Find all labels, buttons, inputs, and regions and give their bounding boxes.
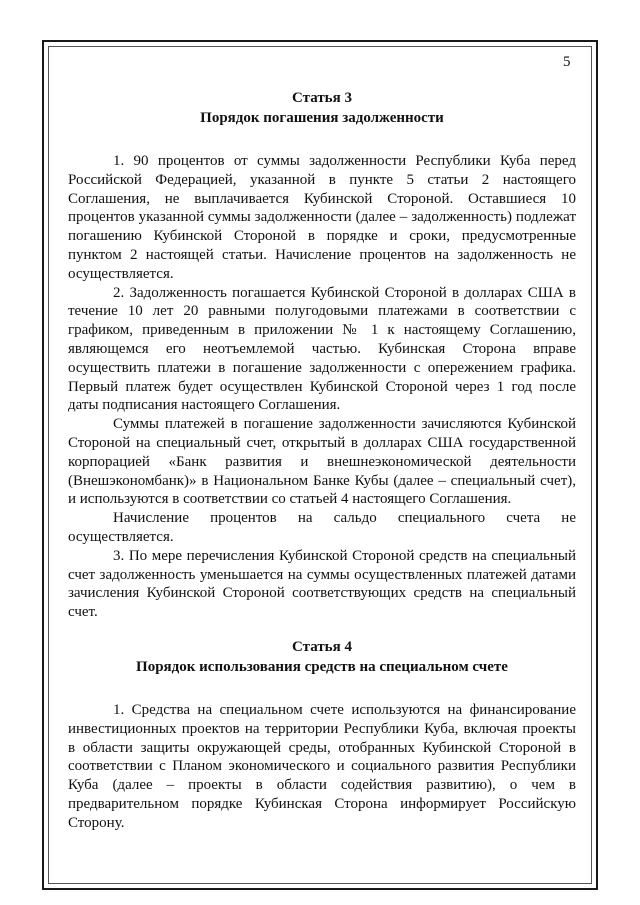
article-3-title: Статья 3 bbox=[292, 90, 352, 106]
article-3-paragraph-1: 1. 90 процентов от суммы задолженности Республики Куба перед Российской Федерацией, указанной в пункте 5 статьи 2 настоящего Соглашения, не выплачивается Кубинской Стороной. Оставшиеся 10 процентов указанной суммы задолженности (далее – задолженность) подлежат погашению Кубинской Стороной в порядке и сроки, предусмотренные пунктом 2 настоящей статьи. Начисление процентов на задолженность не осуществляется. bbox=[68, 153, 576, 282]
article-4 bbox=[68, 637, 576, 833]
article-3-paragraph-3: Суммы платежей в погашение задолженности зачисляются Кубинской Стороной на специальный счет, открытый в долларах США государственной корпорацией «Банк развития и внешнеэкономической деятельности (Внешэкономбанк)» в Национальном Банке Кубы (далее – специальный счет), и используются в соответствии со статьей 4 настоящего Соглашения. bbox=[68, 416, 576, 508]
article-3-paragraph-5: 3. По мере перечисления Кубинской Стороной средств на специальный счет задолженность уменьшается на суммы осуществленных платежей датами зачисления Кубинской Стороной соответствующих средств на специальный счет. bbox=[68, 547, 576, 621]
page-number: 5 bbox=[563, 54, 571, 70]
article-4-heading: Порядок использования средств на специальном счете bbox=[136, 659, 508, 675]
article-4-body bbox=[68, 701, 576, 833]
article-3 bbox=[68, 88, 576, 622]
article-4-paragraph-1: 1. Средства на специальном счете используются на финансирование инвестиционных проектов на территории Республики Куба, включая проекты в области защиты окружающей среды, отобранных Кубинской Стороной в соответствии с Планом экономического и социального развития Республики Куба (далее – проекты в области содействия развитию), о чем в предварительном порядке Кубинская Сторона информирует Российскую Сторону. bbox=[68, 702, 576, 831]
article-3-paragraph-4: Начисление процентов на сальдо специального счета не осуществляется. bbox=[68, 510, 576, 545]
article-4-title: Статья 4 bbox=[292, 639, 352, 655]
article-3-heading: Порядок погашения задолженности bbox=[200, 110, 444, 126]
article-3-body bbox=[68, 152, 576, 622]
article-3-paragraph-2: 2. Задолженность погашается Кубинской Стороной в долларах США в течение 10 лет 20 равными полугодовыми платежами в соответствии с графиком, приведенным в приложении № 1 к настоящему Соглашению, являющемся его неотъемлемой частью. Кубинская Сторона вправе осуществить платежи в погашение задолженности с опережением графика. Первый платеж будет осуществлен Кубинской Стороной через 1 год после даты подписания настоящего Соглашения. bbox=[68, 284, 576, 414]
